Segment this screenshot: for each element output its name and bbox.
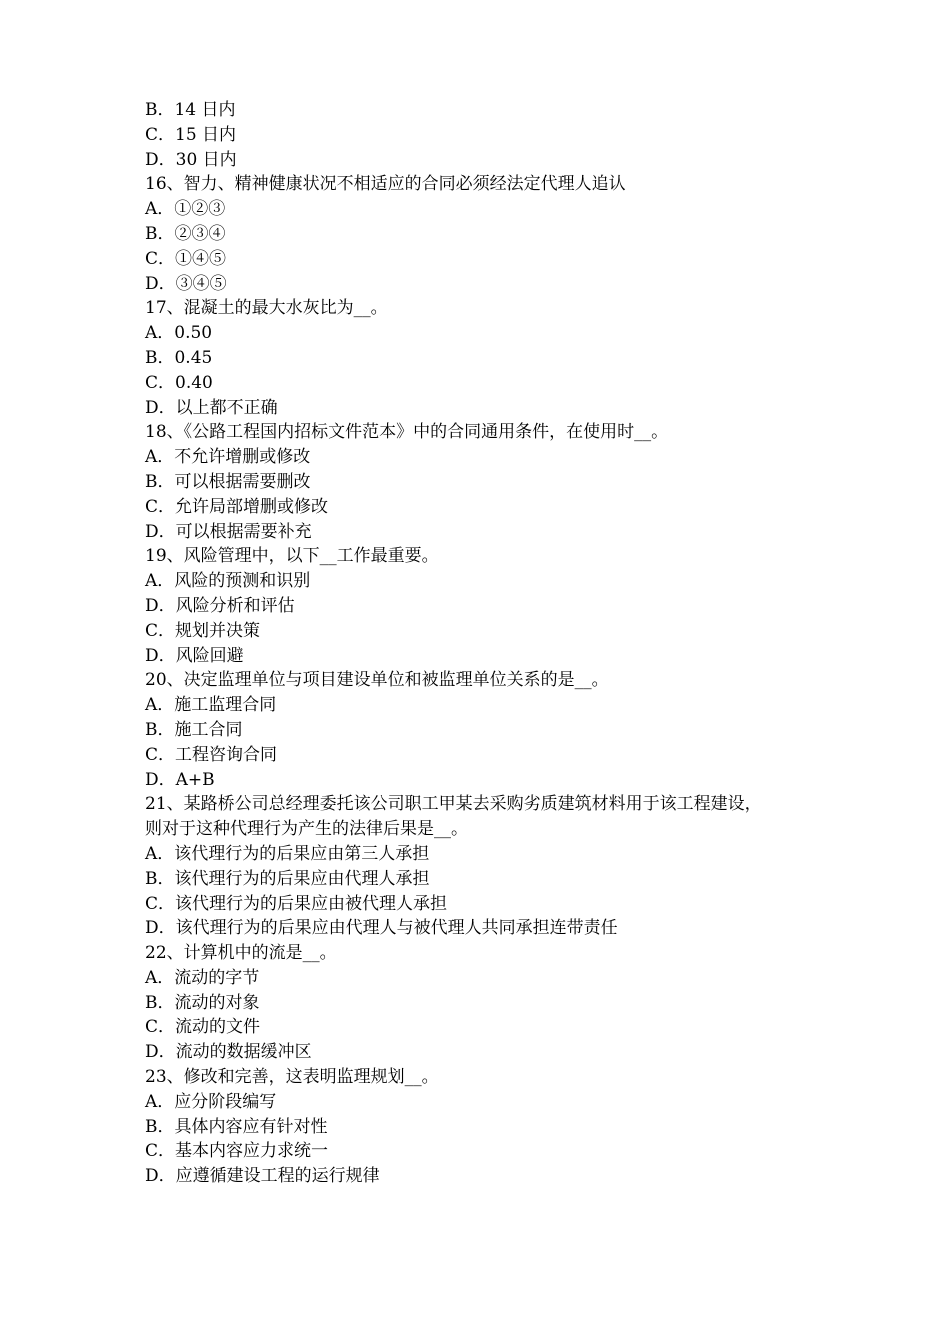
option-line: A．流动的字节	[145, 967, 260, 988]
text-line: B．14 日内	[145, 100, 236, 120]
text-line: C．15 日内	[145, 124, 237, 145]
option-line: A．①②③	[145, 199, 226, 220]
option-line: D．风险回避	[145, 645, 244, 666]
option-line: A．施工监理合同	[145, 695, 277, 716]
option-line: C．①④⑤	[145, 248, 227, 269]
question-line: 17、混凝土的最大水灰比为__。	[145, 298, 388, 319]
option-line: D．③④⑤	[145, 273, 227, 294]
option-line: A．不允许增删或修改	[145, 447, 311, 468]
option-line: A．风险的预测和识别	[145, 571, 311, 592]
option-line: C．基本内容应力求统一	[145, 1141, 329, 1162]
question-line: 22、计算机中的流是__。	[145, 943, 337, 964]
document-content	[145, 98, 845, 1189]
option-line: A．0.50	[145, 323, 213, 344]
question-line: 21、某路桥公司总经理委托该公司职工甲某去采购劣质建筑材料用于该工程建设，	[145, 794, 762, 815]
question-line: 20、决定监理单位与项目建设单位和被监理单位关系的是__。	[145, 670, 609, 691]
option-line: D．该代理行为的后果应由代理人与被代理人共同承担连带责任	[145, 918, 618, 939]
option-line: C．规划并决策	[145, 620, 261, 641]
option-line: C．允许局部增删或修改	[145, 496, 329, 517]
question-line: 23、修改和完善，这表明监理规划__。	[145, 1067, 439, 1088]
question-line: 18、《公路工程国内招标文件范本》中的合同通用条件，在使用时__。	[145, 422, 669, 443]
option-line: D．可以根据需要补充	[145, 521, 312, 542]
option-line: B．具体内容应有针对性	[145, 1116, 328, 1137]
option-line: D．流动的数据缓冲区	[145, 1042, 312, 1063]
question-line: 16、智力、精神健康状况不相适应的合同必须经法定代理人追认	[145, 174, 626, 195]
option-line: B．②③④	[145, 223, 226, 244]
option-line: B．流动的对象	[145, 992, 260, 1013]
option-line: A．该代理行为的后果应由第三人承担	[145, 843, 430, 864]
option-line: B．0.45	[145, 347, 213, 368]
option-line: C．0.40	[145, 372, 213, 393]
option-line: B．可以根据需要删改	[145, 471, 311, 492]
option-line: D．A+B	[145, 769, 215, 790]
option-line: D．风险分析和评估	[145, 595, 295, 616]
option-line: C．该代理行为的后果应由被代理人承担	[145, 893, 448, 914]
option-line: C．工程咨询合同	[145, 744, 278, 765]
option-line: D．以上都不正确	[145, 397, 278, 418]
question-line-continued: 则对于这种代理行为产生的法律后果是__。	[145, 819, 468, 840]
option-line: A．应分阶段编写	[145, 1091, 277, 1112]
option-line: D．应遵循建设工程的运行规律	[145, 1166, 380, 1187]
option-line: C．流动的文件	[145, 1017, 261, 1038]
text-line: D．30 日内	[145, 149, 237, 170]
question-line: 19、风险管理中，以下__工作最重要。	[145, 546, 439, 567]
option-line: B．该代理行为的后果应由代理人承担	[145, 868, 430, 889]
option-line: B．施工合同	[145, 719, 243, 740]
